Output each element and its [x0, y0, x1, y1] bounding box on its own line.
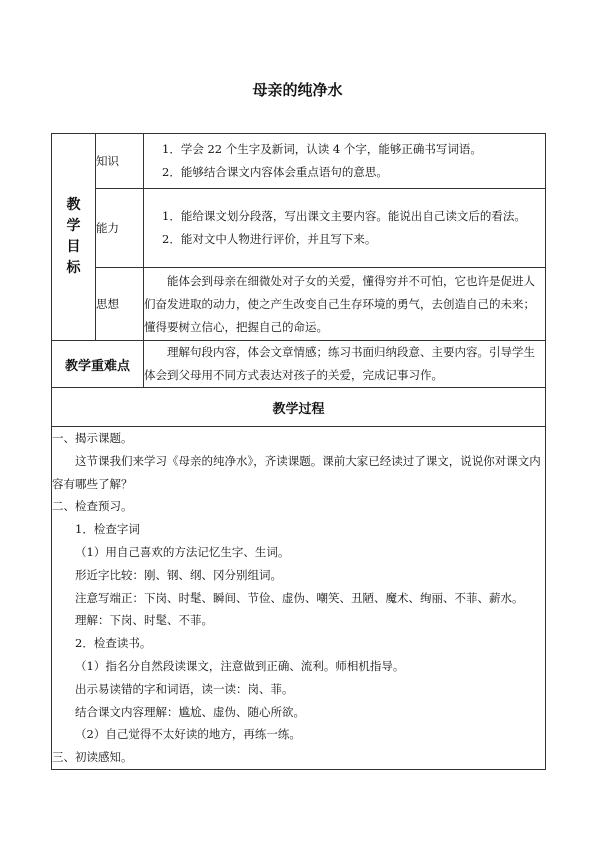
process-line: 注意写端正：下岗、时髦、瞬间、节俭、虚伪、嘲笑、丑陋、魔术、绚丽、不菲、薪水。 [75, 590, 524, 605]
ability-item: 2．能对文中人物进行评价，并且写下来。 [162, 232, 377, 246]
knowledge-item: 1．学会 22 个生字及新词，认读 4 个字，能够正确书写词语。 [162, 142, 482, 156]
thought-row [52, 268, 546, 341]
process-lines [52, 427, 545, 769]
knowledge-item: 2．能够结合课文内容体会重点语句的意思。 [162, 165, 388, 179]
process-line: 二、检查预习。 [52, 499, 133, 514]
process-content [52, 427, 546, 770]
ability-label: 能力 [96, 189, 144, 268]
process-line: 结合课文内容理解：尴尬、虚伪、随心所欲。 [75, 704, 305, 719]
objectives-char: 教 [66, 197, 81, 213]
ability-item: 1．能给课文划分段落，写出课文主要内容。能说出自己读文后的看法。 [162, 209, 526, 223]
objectives-char: 学 [66, 218, 81, 234]
process-line: 形近字比较：刚、钢、纲、冈分别组词。 [75, 567, 282, 582]
process-line: （1）用自己喜欢的方法记忆生字、生词。 [75, 544, 290, 559]
objectives-char: 标 [66, 260, 81, 276]
process-header-row [52, 388, 546, 427]
thought-content [144, 268, 546, 341]
key-points-row [52, 341, 546, 388]
process-line: （2）自己觉得不太好读的地方，再练一练。 [75, 727, 301, 742]
key-points-content [144, 341, 546, 388]
process-line: 这节课我们来学习《母亲的纯净水》，齐读课题。课前大家已经读过了课文，说说你对课文内容有哪些了解？ [52, 453, 541, 491]
key-points-label: 教学重难点 [52, 341, 144, 388]
process-line: 三、初读感知。 [52, 750, 133, 765]
ability-content [144, 189, 546, 268]
process-line: 出示易读错的字和词语，读一读：岗、菲。 [75, 681, 294, 696]
ability-row [52, 189, 546, 268]
objectives-category-cell [52, 134, 96, 341]
process-line: 一、揭示课题。 [52, 431, 133, 445]
process-heading: 教学过程 [52, 388, 546, 427]
process-body-row [52, 427, 546, 770]
key-points-text: 理解句段内容，体会文章情感；练习书面归纳段意、主要内容。引导学生体会到父母用不同方式表达对孩子的关爱，完成记事习作。 [144, 345, 535, 382]
objectives-char: 目 [66, 239, 81, 255]
process-line: 2．检查读书。 [75, 636, 152, 651]
knowledge-content [144, 134, 546, 189]
process-line: 理解：下岗、时髦、不菲。 [75, 613, 213, 628]
knowledge-label: 知识 [96, 134, 144, 189]
knowledge-row [52, 134, 546, 189]
lesson-plan-table [51, 133, 546, 770]
thought-label: 思想 [96, 268, 144, 341]
document-title: 母亲的纯净水 [252, 81, 343, 99]
process-line: （1）指名分自然段读课文，注意做到正确、流利。师相机指导。 [75, 658, 405, 673]
thought-text: 能体会到母亲在细微处对子女的关爱，懂得穷并不可怕，它也许是促进人们奋发进取的动力，使之产生改变自己生存环境的勇气，去创造自己的未来；懂得要树立信心，把握自己的命运。 [144, 273, 535, 334]
process-line: 1．检查字词 [75, 522, 140, 537]
